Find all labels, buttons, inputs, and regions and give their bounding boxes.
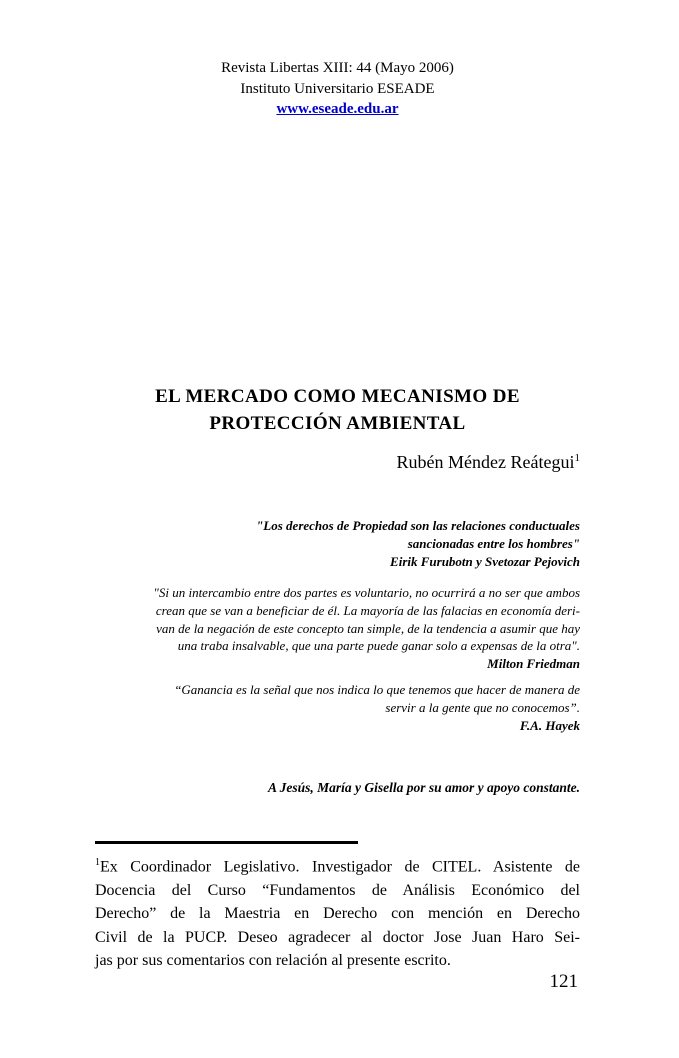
quote-line: "Los derechos de Propiedad son las relaciones conductuales	[256, 518, 580, 533]
footnote	[95, 851, 580, 973]
footnote-line: Derecho” de la Maestria en Derecho con mención en Derecho	[95, 905, 580, 923]
footnote-line: Docencia del Curso “Fundamentos de Análisis Económico del	[95, 881, 580, 899]
author-footnote-ref: 1	[574, 452, 580, 464]
quote-line: “Ganancia es la señal que nos indica lo que tenemos que hacer de manera de	[174, 682, 580, 697]
journal-header	[95, 58, 580, 120]
footnote-text: Ex Coordinador Legislativo. Investigador de CITEL. Asistente de	[100, 858, 580, 876]
quote-line: una traba insalvable, que una parte puede ganar solo a expensas de la otra".	[177, 638, 580, 654]
quote-attribution: Milton Friedman	[487, 656, 580, 672]
article-title-line1: EL MERCADO COMO MECANISMO DE	[155, 386, 520, 407]
quote-line: crean que se van a beneficiar de él. La mayoría de las falacias en economía deri-	[155, 602, 580, 618]
quote-line: sancionadas entre los hombres"	[407, 535, 580, 551]
quote-line: servir a la gente que no conocemos”.	[385, 699, 580, 715]
institute-name: Instituto Universitario ESEADE	[240, 80, 435, 97]
article-title	[95, 383, 580, 437]
footnote-marker: 1	[95, 857, 100, 868]
author-name: Rubén Méndez Reátegui	[396, 452, 575, 472]
quote-attribution: F.A. Hayek	[519, 717, 580, 733]
journal-link[interactable]: www.eseade.edu.ar	[276, 101, 399, 117]
epigraph-quote-furubotn-pejovich	[95, 517, 580, 570]
journal-name: Revista Libertas XIII: 44 (Mayo 2006)	[221, 60, 454, 76]
quote-attribution: Eirik Furubotn y Svetozar Pejovich	[390, 553, 580, 569]
epigraph-quote-friedman	[95, 584, 580, 673]
quote-line: van de la negación de este concepto tan simple, de la tendencia a asumir que hay	[156, 620, 580, 636]
author-line	[95, 452, 580, 473]
footnote-line: Civil de la PUCP. Deseo agradecer al doctor Jose Juan Haro Sei-	[95, 928, 580, 946]
epigraph-quote-hayek	[95, 681, 580, 734]
quote-line: "Si un intercambio entre dos partes es voluntario, no ocurrirá a no ser que ambos	[153, 585, 580, 600]
journal-link-row	[95, 99, 580, 120]
footnote-line: jas por sus comentarios con relación al presente escrito.	[95, 952, 451, 970]
page-number: 121	[549, 971, 578, 992]
footnote-separator	[95, 841, 358, 844]
article-title-line2: PROTECCIÓN AMBIENTAL	[209, 413, 466, 434]
dedication: A Jesús, María y Gisella por su amor y apoyo constante.	[267, 780, 580, 795]
footnote-line	[95, 851, 580, 879]
